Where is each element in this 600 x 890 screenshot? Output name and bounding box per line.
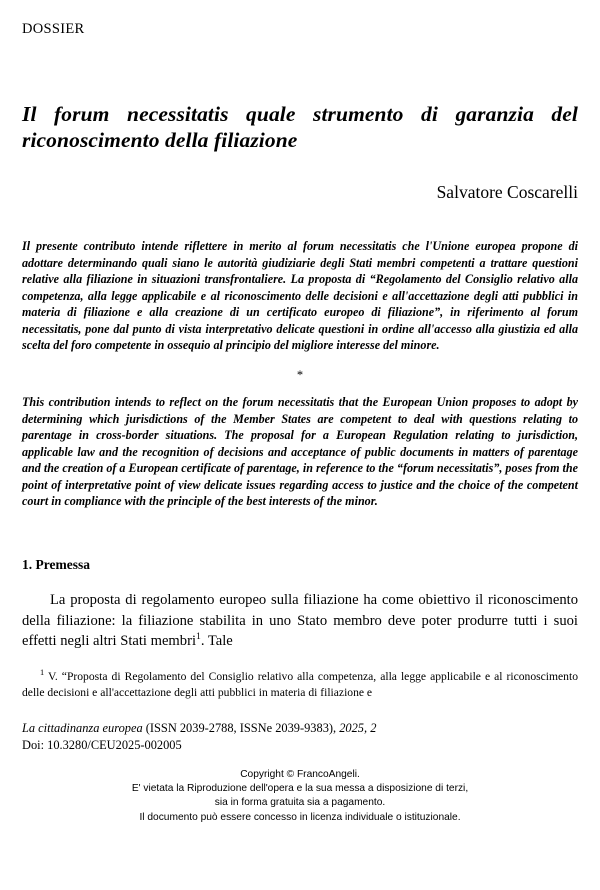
section-heading-premessa: 1. Premessa xyxy=(22,556,90,572)
running-head: DOSSIER xyxy=(22,21,85,37)
body-paragraph xyxy=(22,590,578,652)
abstract-english: This contribution intends to reflect on the forum necessitatis that the European Union proposes to adopt by determining which jurisdictions of the Member States are competent to deal with questions relating to parentage in cross-border situations. The proposal for a European Regulation relating to jurisdiction, applicable law and the recognition of decisions and acceptance of public documents in matters of parentage and the creation of a European certificate of parentage, in reference to the “forum necessitatis”, poses from the point of interpretative point of view delicate issues regarding access to justice and the choice of the competent court in compliance with the principle of the best interests of the minor. xyxy=(22,395,578,509)
journal-name: La cittadinanza europea xyxy=(22,720,143,735)
author-name: Salvatore Coscarelli xyxy=(436,182,578,203)
journal-line xyxy=(22,720,578,737)
footnote-1 xyxy=(22,669,578,701)
footnote-marker: 1 xyxy=(40,668,45,678)
copyright-line-3: sia in forma gratuita sia a pagamento. xyxy=(214,797,386,809)
body-paragraph-text: La proposta di regolamento europeo sulla filiazione ha come obiettivo il riconoscimento della filiazione: la filiazione stabilita in uno Stato membro deve poter produrre tutti i suoi effetti negli altri Stati membri xyxy=(22,592,578,650)
footnote-text: V. “Proposta di Regolamento del Consiglio relativo alla competenza, alla legge applicabile e al riconoscimento delle decisioni e all'accettazione degli atti pubblici in materia di filiazione e xyxy=(22,669,578,699)
journal-citation xyxy=(22,720,578,754)
body-paragraph-tail: . Tale xyxy=(200,633,233,650)
page-title: Il forum necessitatis quale strumento di garanzia del riconoscimento della filiazione xyxy=(22,101,578,153)
copyright-notice xyxy=(22,768,578,826)
journal-doi: Doi: 10.3280/CEU2025-002005 xyxy=(22,738,182,753)
footnote-reference-marker: 1 xyxy=(196,631,201,643)
journal-issue: 2025, 2 xyxy=(339,720,377,735)
abstract-divider: * xyxy=(296,367,304,382)
copyright-line-2: E' vietata la Riproduzione dell'opera e la sua messa a disposizione di terzi, xyxy=(131,783,469,794)
copyright-line-4: Il documento può essere concesso in licenza individuale o istituzionale. xyxy=(139,811,461,823)
abstract-italian: Il presente contributo intende riflettere in merito al forum necessitatis che l'Unione europea propone di adottare determinando quali siano le autorità giudiziarie degli Stati membri competenti a trattare questioni relative alla filiazione in situazioni transfrontaliere. La proposta di “Regolamento del Consiglio relativo alla competenza, alla legge applicabile e al riconoscimento delle decisioni e all'accettazione degli atti pubblici in materia di filiazione e alla creazione di un certificato europeo di filiazione”, in riferimento al forum necessitatis, pone dal punto di vista interpretativo delicate questioni in ordine all'accesso alla giustizia ed alla scelta del foro competente in ossequio al principio del migliore interesse del minore. xyxy=(22,239,578,353)
copyright-line-1: Copyright © FrancoAngeli. xyxy=(240,768,360,780)
journal-issn: (ISSN 2039-2788, ISSNe 2039-9383), xyxy=(142,720,340,735)
